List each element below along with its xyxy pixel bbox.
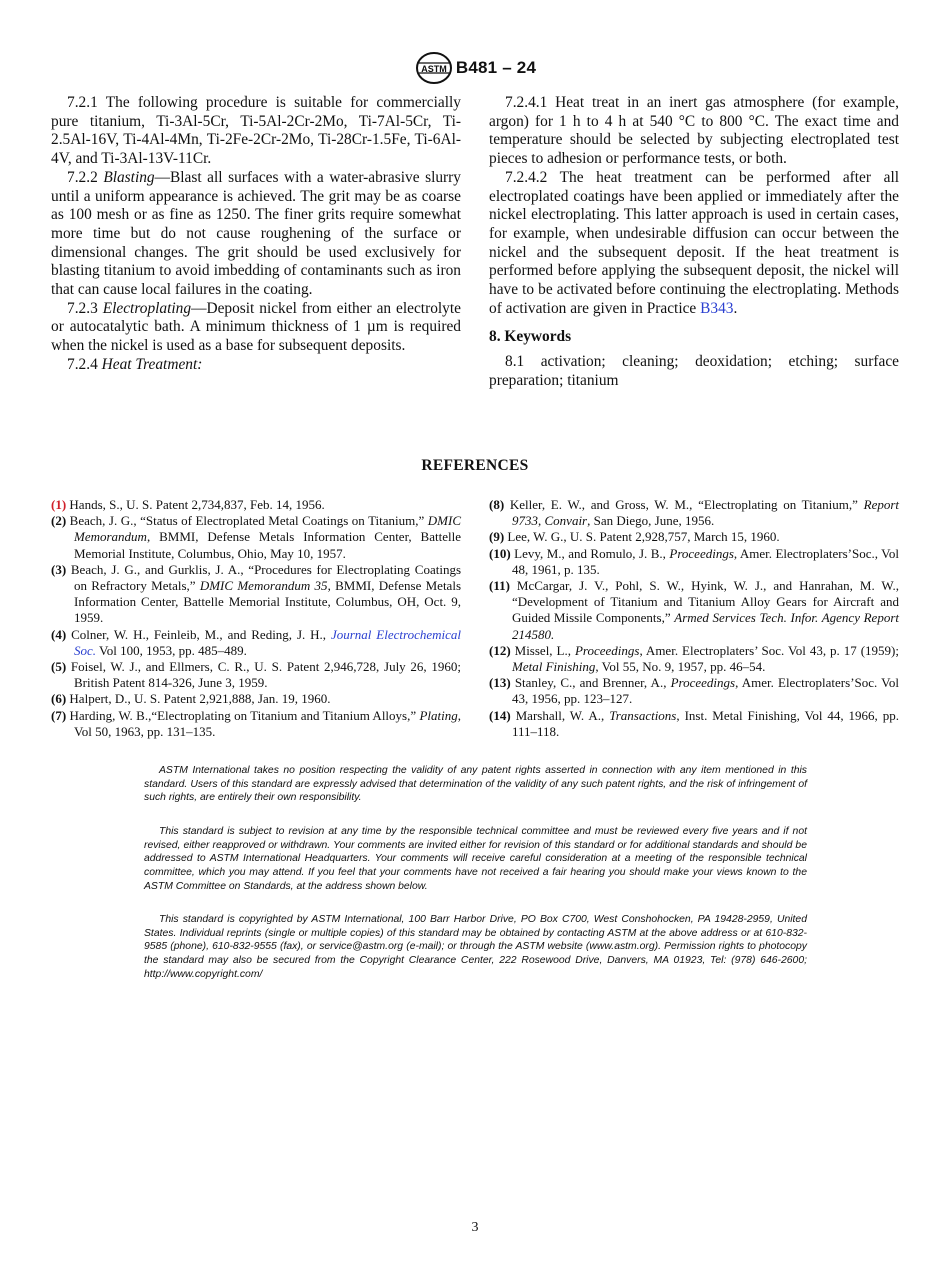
reference-12: (12) Missel, L., Proceedings, Amer. Electroplaters’ Soc. Vol 43, p. 17 (1959); Metal Finishing, Vol 55, No. 9, 1957, pp. 46–54. [489, 642, 899, 675]
right-text-column [489, 94, 899, 391]
reference-2: (2) Beach, J. G., “Status of Electroplated Metal Coatings on Titanium,” DMIC Memorandum, BMMI, Defense Metals Information Center, Battelle Memorial Institute, Columbus, Ohio, May 10, 1957. [51, 513, 462, 561]
reference-3: (3) Beach, J. G., and Gurklis, J. A., “Procedures for Electroplating Coatings on Refractory Metals,” DMIC Memorandum 35, BMMI, Defense Metals Information Center, Battelle Memorial Institute, Columbus, OH, Oct. 9, 1959. [51, 561, 461, 626]
left-text-column [51, 94, 461, 375]
paragraph-7-2-4: 7.2.4 Heat Treatment: [67, 355, 203, 373]
reference-4: (4) Colner, W. H., Feinleib, M., and Reding, J. H., Journal Electrochemical Soc. Vol 100, 1953, pp. 485–489. [51, 626, 461, 658]
copyright-notice: This standard is copyrighted by ASTM International, 100 Barr Harbor Drive, PO Box C700, West Conshohocken, PA 19428-2959, United States. Individual reprints (single or multiple copies) of this standard may be obtained by contacting ASTM at the above address or at 610-832-9585 (phone), 610-832-9555 (fax), or service@astm.org (e-mail); or through the ASTM website (www.astm.org). Permission rights to photocopy the standard may also be secured from the Copyright Clearance Center, 222 Rosewood Drive, Danvers, MA 01923, Tel: (978) 646-2600; http://www.copyright.com/ [144, 914, 807, 980]
paragraph-7-2-4-1: 7.2.4.1 Heat treat in an inert gas atmosphere (for example, argon) for 1 h to 4 h at 540 °C to 800 °C. The exact time and temperature should be selected by subjecting electroplated test pieces to adhesion or performance tests, or both. [489, 94, 899, 168]
reference-10: (10) Levy, M., and Romulo, J. B., Proceedings, Amer. Electroplaters’Soc., Vol 48, 1961, p. 135. [489, 545, 899, 577]
section-8-heading: 8. Keywords [489, 328, 572, 346]
reference-1-link[interactable]: (1) [51, 497, 67, 512]
references-list-left [51, 497, 461, 740]
page-number: 3 [471, 1220, 479, 1235]
page-header [0, 50, 950, 86]
references-heading: REFERENCES [421, 457, 529, 474]
b343-link[interactable]: B343 [700, 299, 734, 317]
reference-11: (11) McCargar, J. V., Pohl, S. W., Hyink, W. J., and Hanrahan, M. W., “Development of Titanium and Titanium Alloy Gears for Aircraft and Guided Missile Components,” Armed Services Tech. Infor. Agency Report 214580. [489, 578, 899, 642]
reference-9: (9) Lee, W. G., U. S. Patent 2,928,757, March 15, 1960. [489, 529, 780, 545]
astm-logo [414, 51, 454, 85]
journal-link[interactable]: Journal Electrochemical Soc. [74, 626, 461, 658]
reference-8: (8) Keller, E. W., and Gross, W. M., “Electroplating on Titanium,” Report 9733, Convair, San Diego, June, 1956. [489, 497, 900, 529]
patent-notice: ASTM International takes no position respecting the validity of any patent rights asserted in connection with any item mentioned in this standard. Users of this standard are expressly advised that determination of the validity of any such patent rights, and the risk of infringement of such rights, are entirely their own responsibility. [144, 765, 807, 804]
paragraph-7-2-3: 7.2.3 Electroplating—Deposit nickel from either an electrolyte or autocatalytic bath. A minimum thickness of 1 µm is required when the nickel is used as a base for subsequent deposits. [51, 299, 461, 355]
reference-14: (14) Marshall, W. A., Transactions, Inst. Metal Finishing, Vol 44, 1966, pp. 111–118. [489, 707, 900, 739]
reference-13: (13) Stanley, C., and Brenner, A., Proceedings, Amer. Electroplaters’Soc. Vol 43, 1956, pp. 123–127. [489, 675, 899, 707]
revision-notice: This standard is subject to revision at any time by the responsible technical committee and must be reviewed every five years and if not revised, either reapproved or withdrawn. Your comments are invited either for revision of this standard or for additional standards and should be addressed to ASTM International Headquarters. Your comments will receive careful consideration at a meeting of the responsible technical committee, which you may attend. If you feel that your comments have not received a fair hearing you should make your views known to the ASTM Committee on Standards, at the address shown below. [144, 826, 807, 892]
paragraph-7-2-4-2: 7.2.4.2 The heat treatment can be performed after all electroplated coatings have been applied or immediately after the nickel electroplating. This latter approach is used in certain cases, for example, when undesirable diffusion can occur between the nickel and the subsequent deposit. If the heat treatment is performed before applying the subsequent deposit, the nickel will have to be activated before continuing the electroplating. Methods of activation are given in Practice B343. [489, 168, 899, 317]
paragraph-7-2-1: 7.2.1 The following procedure is suitable for commercially pure titanium, Ti-3Al-5Cr, Ti-5Al-2Cr-2Mo, Ti-7Al-5Cr, Ti-2.5Al-16V, Ti-4Al-4Mn, Ti-2Fe-2Cr-2Mo, Ti-28Cr-1.5Fe, Ti-6Al-4V, and Ti-3Al-13V-11Cr. [51, 94, 461, 168]
reference-7: (7) Harding, W. B.,“Electroplating on Titanium and Titanium Alloys,” Plating, Vol 50, 1963, pp. 131–135. [51, 707, 461, 739]
paragraph-7-2-2: 7.2.2 Blasting—Blast all surfaces with a water-abrasive slurry until a uniform appearance is achieved. The grit may be as coarse as 100 mesh or as fine as 1250. The finer grits require somewhat more time but do not cause roughening of the surface or dimensional changes. The grit should be used exclusively for blasting titanium to avoid imbedding of contaminants such as iron that can cause local failures in the coating. [51, 168, 461, 299]
reference-6: (6) Halpert, D., U. S. Patent 2,921,888, Jan. 19, 1960. [51, 691, 331, 707]
paragraph-8-1: 8.1 activation; cleaning; deoxidation; etching; surface preparation; titanium [489, 353, 899, 389]
standard-designation: B481 – 24 [455, 58, 537, 77]
references-list-right [489, 497, 899, 740]
svg-text:ASTM: ASTM [421, 64, 447, 74]
reference-5: (5) Foisel, W. J., and Ellmers, C. R., U. S. Patent 2,946,728, July 26, 1960; British Patent 814-326, June 3, 1959. [51, 659, 462, 691]
reference-1: (1) Hands, S., U. S. Patent 2,734,837, Feb. 14, 1956. [51, 497, 325, 512]
